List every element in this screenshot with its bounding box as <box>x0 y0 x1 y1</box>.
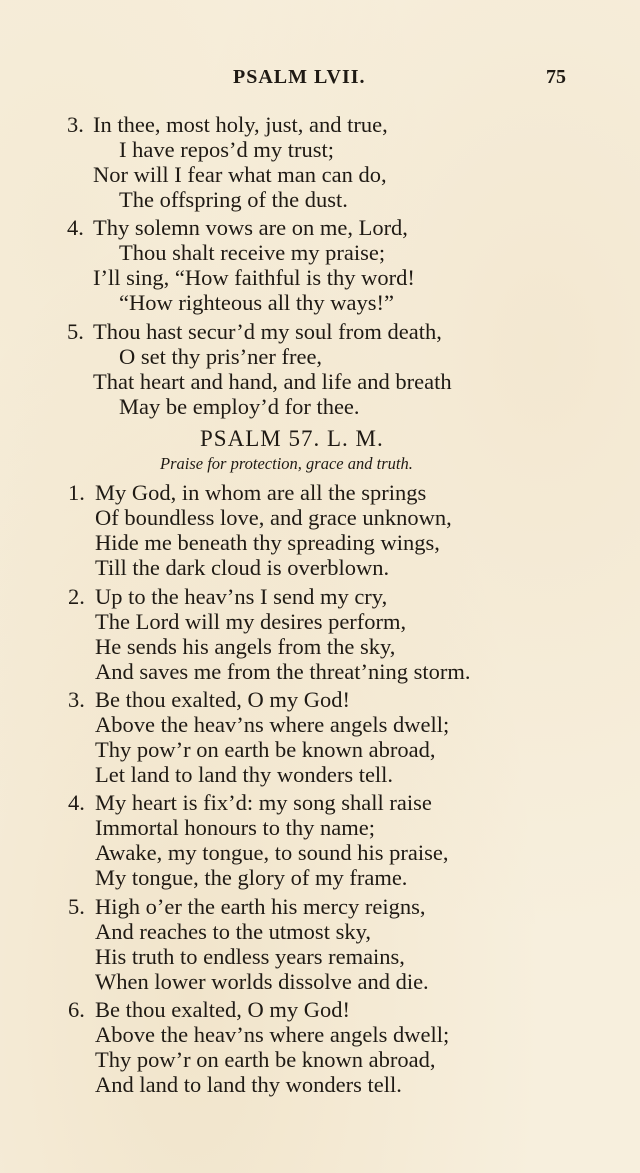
verse-line: Of boundless love, and grace unknown, <box>95 505 452 530</box>
stanza-number: 4. <box>67 215 84 240</box>
verse-line: That heart and hand, and life and breath <box>93 369 452 394</box>
verse-line: My God, in whom are all the springs <box>95 480 427 505</box>
verse-line: Up to the heav’ns I send my cry, <box>95 584 388 609</box>
verse-line: Till the dark cloud is overblown. <box>95 555 390 580</box>
stanza-number: 6. <box>68 997 85 1022</box>
stanza-number: 2. <box>68 584 85 609</box>
verse-line: The Lord will my desires perform, <box>95 609 407 634</box>
verse-line: Thou hast secur’d my soul from death, <box>93 319 442 344</box>
stanza-number: 3. <box>67 112 84 137</box>
verse-line: Thy solemn vows are on me, Lord, <box>93 215 408 240</box>
verse-line: Hide me beneath thy spreading wings, <box>95 530 440 555</box>
verse-line: I’ll sing, “How faithful is thy word! <box>93 265 415 290</box>
verse-line: In thee, most holy, just, and true, <box>93 112 388 137</box>
psalm-heading: PSALM 57. L. M. <box>200 426 384 451</box>
verse-line: Awake, my tongue, to sound his praise, <box>95 840 449 865</box>
running-title: PSALM LVII. <box>233 66 366 88</box>
running-header <box>0 66 640 96</box>
verse-line: “How righteous all thy ways!” <box>119 290 394 315</box>
verse-line: And land to land thy wonders tell. <box>95 1072 402 1097</box>
verse-line: Be thou exalted, O my God! <box>95 687 350 712</box>
verse-line: Thy pow’r on earth be known abroad, <box>95 1047 436 1072</box>
stanza-number: 4. <box>68 790 85 815</box>
verse-line: Above the heav’ns where angels dwell; <box>95 712 450 737</box>
page-number: 75 <box>546 66 566 88</box>
verse-line: His truth to endless years remains, <box>95 944 405 969</box>
verse-line: Immortal honours to thy name; <box>95 815 375 840</box>
verse-line: My tongue, the glory of my frame. <box>95 865 408 890</box>
verse-line: May be employ’d for thee. <box>119 394 360 419</box>
verse-line: O set thy pris’ner free, <box>119 344 323 369</box>
verse-line: Above the heav’ns where angels dwell; <box>95 1022 450 1047</box>
verse-line: He sends his angels from the sky, <box>95 634 396 659</box>
verse-line: High o’er the earth his mercy reigns, <box>95 894 426 919</box>
verse-line: I have repos’d my trust; <box>119 137 334 162</box>
verse-line: Thou shalt receive my praise; <box>119 240 386 265</box>
verse-line: And reaches to the utmost sky, <box>95 919 371 944</box>
verse-line: Be thou exalted, O my God! <box>95 997 350 1022</box>
stanza-number: 3. <box>68 687 85 712</box>
stanza-number: 5. <box>67 319 84 344</box>
stanza-number: 5. <box>68 894 85 919</box>
verse-line: Nor will I fear what man can do, <box>93 162 387 187</box>
verse-line: My heart is fix’d: my song shall raise <box>95 790 432 815</box>
verse-line: The offspring of the dust. <box>119 187 348 212</box>
verse-line: Let land to land thy wonders tell. <box>95 762 394 787</box>
psalm-subheading: Praise for protection, grace and truth. <box>160 454 413 473</box>
stanza-number: 1. <box>68 480 85 505</box>
verse-line: When lower worlds dissolve and die. <box>95 969 429 994</box>
verse-line: And saves me from the threat’ning storm. <box>95 659 471 684</box>
verse-line: Thy pow’r on earth be known abroad, <box>95 737 436 762</box>
